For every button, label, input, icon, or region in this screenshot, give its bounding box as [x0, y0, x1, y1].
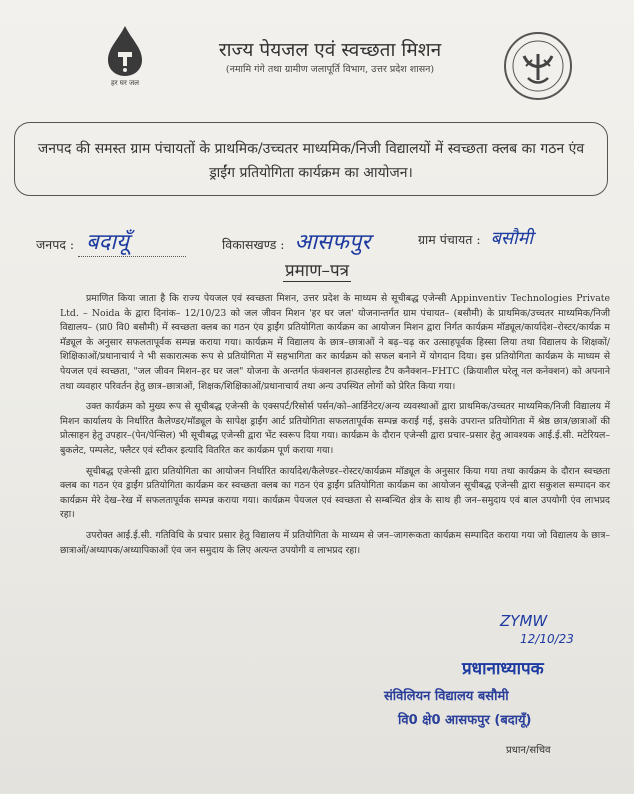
block-field — [222, 226, 370, 256]
signature-initials: ZYMW — [500, 612, 548, 630]
signature-date: 12/10/23 — [520, 632, 574, 646]
water-drop-tap-logo-icon — [96, 22, 154, 92]
gp-label: ग्राम पंचायत : — [418, 232, 481, 247]
gram-panchayat-field — [418, 226, 533, 250]
up-state-emblem-icon — [502, 30, 574, 102]
district-field — [36, 226, 186, 257]
svg-text:हर घर जल: हर घर जल — [111, 79, 139, 87]
district-label: जनपद : — [36, 237, 75, 252]
body-paragraph-1: प्रमाणित किया जाता है कि राज्य पेयजल एवं स्वच्छता मिशन, उत्तर प्रदेश के माध्यम से सूचीबद्ध एजेन्सी Appinventiv Technologies Private Ltd. – Noida के द्वारा दिनांक– 12/10/23 को जल जीवन मिशन 'हर घर जल' योजनान्तर्गत ग्राम पंचायत– (बसौमी) के प्राथमिक/उच्चतर माध्यमिक/निजी विद्यालय– (प्रा0 वि0 बसौमी) में स्वच्छता क्लब का गठन एंव ड्राईंग प्रतियोगिता कार्यक्रम का आयोजन मिशन द्वारा निर्गत कार्यक्रम मॉड्यूल/कार्यादेश–रोस्टर/कार्यक्र म मॅड्यूल के अनुसार सफलतापूर्वक सम्पन्न कराया गया। कार्यक्रम में विद्यालय के छात्र–छात्राओं ने बढ़–चढ़ कर उत्साहपूर्वक हिस्सा लिया तथा विद्यालय के शिक्षकों/शिक्षिकाओं/प्रधानाचार्य ने भी सकारात्मक रूप से प्रतियोगिता में सहभागिता कर कार्यक्रम को सफल बनाने में योगदान दिया। इस प्रतियोगिता कार्यक्रम के माध्यम से पेयजल एवं स्वच्छता, "जल जीवन मिशन–हर घर जल" योजना के अन्तर्गत फंक्शनल हाउसहोल्ड टैप कनैक्शन–FHTC (क्रियाशील घरेलू नल कनेक्शन) को अपनाने तथा व्यवहार परिवर्तन हेतु छात्र–छात्राओं, शिक्षक/शिक्षिकाओं/प्रधानाचार्य तथा अन्य उपस्थित लोगों को प्रेरित किया गया। — [60, 293, 610, 392]
signatory-role-stamp: प्रधानाध्यापक — [462, 659, 544, 679]
subject-box — [14, 122, 608, 196]
school-name-stamp: संविलियन विद्यालय बसौमी — [384, 689, 509, 704]
certificate-title-text: प्रमाण–पत्र — [284, 261, 350, 281]
certificate-title — [0, 258, 634, 281]
block-value: आसफपुर — [294, 230, 371, 255]
body-paragraph-2: उक्त कार्यक्रम को मुख्य रूप से सूचीबद्ध एजेन्सी के एक्सपर्ट/रिसोर्स पर्सन/को–आर्डिनेटर/अन्य व्यवस्थाओं द्वारा प्राथमिक/उच्चतर माध्यमिक/निजी विद्यालय में मिशन कार्यालय के निर्धारित कैलेण्डर/मॉड्यूल के सापेक्ष ड्राईंग आर्ट प्रतियोगिता सफलतापूर्वक सम्पन्न कराई गई, इसके उपरान्त प्रतियोगिता में श्रेष्ठ छात्र/छात्राओं की प्रोत्साहन हेतु उपहार–(पेन/पेन्सिल) भी सूचीबद्ध एजेन्सी द्वारा भेंट स्वरूप दिया गया। कार्यक्रम के दौरान एजेन्सी द्वारा प्रचार–प्रसार हेतु आवश्यक आई.ई.सी. मटेरियल–बुकलेट, पम्पलेट, फ्लैटर एवं स्टीकर इत्यादि वितरित कर कार्यक्रम पूर्ण कराया गया। — [60, 401, 610, 456]
subject-text: जनपद की समस्त ग्राम पंचायतों के प्राथमिक/उच्चतर माध्यमिक/निजी विद्यालयों में स्वच्छता क्लब का गठन एंव ड्राईंग प्रतियोगिता कार्यक्रम का आयोजन। — [37, 141, 585, 181]
block-label: विकासखण्ड : — [222, 237, 285, 252]
block-name-stamp: वि0 क्षे0 आसफपुर (बदायूँ) — [398, 713, 532, 728]
district-value: बदायूँ — [78, 226, 186, 257]
certificate-body — [60, 292, 610, 564]
header-title: राज्य पेयजल एवं स्वच्छता मिशन — [218, 39, 442, 61]
header-subtitle: (नमामि गंगे तथा ग्रामीण जलापूर्ति विभाग, उत्तर प्रदेश शासन) — [225, 64, 435, 75]
body-paragraph-4: उपरोक्त आई.ई.सी. गतिविधि के प्रचार प्रसार हेतु विद्यालय में प्रतियोगिता के माध्यम से जन–जागरूकता कार्यक्रम सम्पादित कराया गया जो विद्यालय के छात्र–छात्राओं/अध्यापक/अध्यापिकाओं एंव जन समुदाय के लिए अत्यन्त उपयोगी व लाभप्रद रहा। — [60, 529, 610, 556]
footer-role-label: प्रधान/सचिव — [506, 745, 551, 756]
body-paragraph-3: सूचीबद्ध एजेन्सी द्वारा प्रतियोगिता का आयोजन निर्धारित कार्यादेश/कैलेण्डर–रोस्टर/कार्यक्रम मॉड्यूल के अनुसार किया गया तथा कार्यक्रम के दौरान स्वच्छता क्लब का गठन एंव ड्राईंग प्रतियोगिता कार्यक्रम कर स्वच्छता क्लब का गठन एंव ड्राईंग प्रतियोगिता कार्यक्रम का आयोजन सूचीबद्ध एजेन्सी द्वारा सकुशल सम्पादन कर कार्यक्रम मेरे देख–रेख में सफलतापूर्वक सम्पन्न कराया गया। कार्यक्रम पेयजल एवं स्वच्छता से सम्बन्धित क्षेत्र के साथ ही जन–समुदाय एवं बाल उपयोगी एंव लाभप्रद रहा। — [60, 465, 610, 521]
gp-value: बसौमी — [490, 228, 534, 249]
